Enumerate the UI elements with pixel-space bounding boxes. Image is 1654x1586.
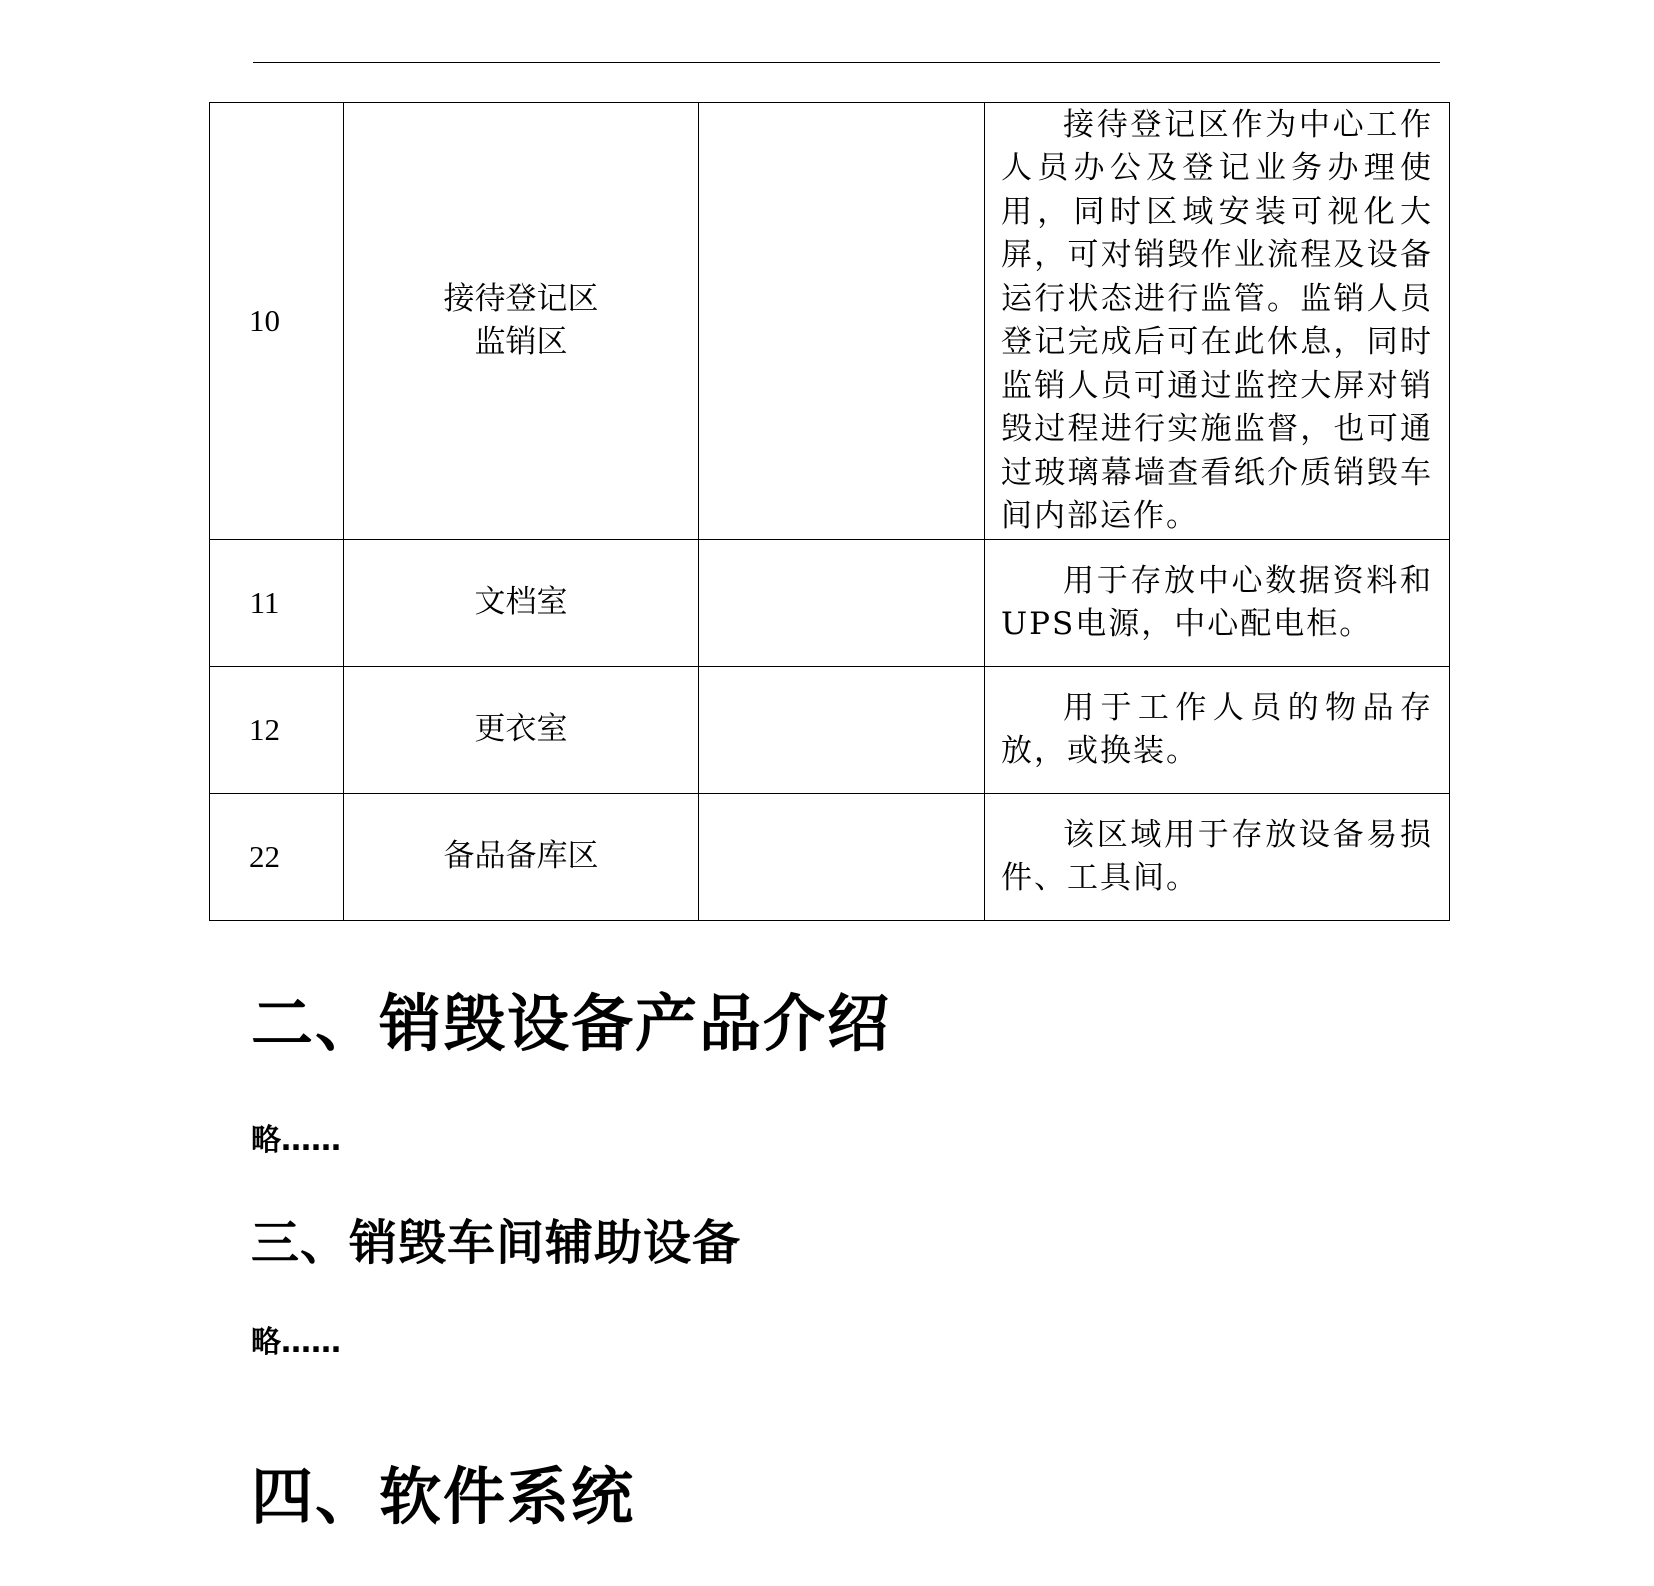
room-name [344,667,699,794]
table-row [210,103,1450,540]
row-number: 22 [210,794,344,921]
room-description-text: 该区域用于存放设备易损件、工具间。 [1001,816,1433,896]
room-description [985,103,1450,540]
row-number: 12 [210,667,344,794]
section-heading-4: 四、软件系统 [251,1460,636,1533]
room-spec-cell [699,794,985,921]
page-header-rule [253,62,1440,63]
room-spec-cell [699,667,985,794]
room-description [985,667,1450,794]
room-description-text: 用于工作人员的物品存放，或换装。 [1001,689,1433,769]
room-description-text: 用于存放中心数据资料和UPS电源，中心配电柜。 [1001,562,1433,642]
section-heading-3: 三、销毁车间辅助设备 [251,1215,742,1271]
room-description [985,540,1450,667]
section-3-body: 略…… [251,1325,341,1360]
table-row [210,794,1450,921]
row-number: 10 [210,103,344,540]
room-name [344,794,699,921]
room-name-line: 接待登记区 [443,280,599,317]
room-name-line: 更衣室 [474,711,568,748]
room-table [209,102,1450,921]
room-name [344,540,699,667]
room-spec-cell [699,103,985,540]
room-description [985,794,1450,921]
section-2-body: 略…… [251,1123,341,1158]
room-name-line: 文档室 [474,584,568,621]
room-name-line: 监销区 [474,324,568,360]
table-row [210,540,1450,667]
table-row [210,667,1450,794]
section-heading-2: 二、销毁设备产品介绍 [251,987,892,1060]
row-number: 11 [210,540,344,667]
room-name [344,103,699,540]
room-description-text: 接待登记区作为中心工作人员办公及登记业务办理使用，同时区域安装可视化大屏，可对销毁作业流程及设备运行状态进行监管。监销人员登记完成后可在此休息，同时监销人员可通过监控大屏对销毁过程进行实施监督，也可通过玻璃幕墙查看纸介质销毁车间内部运作。 [1001,106,1433,534]
room-spec-cell [699,540,985,667]
room-name-line: 备品备库区 [443,838,599,875]
